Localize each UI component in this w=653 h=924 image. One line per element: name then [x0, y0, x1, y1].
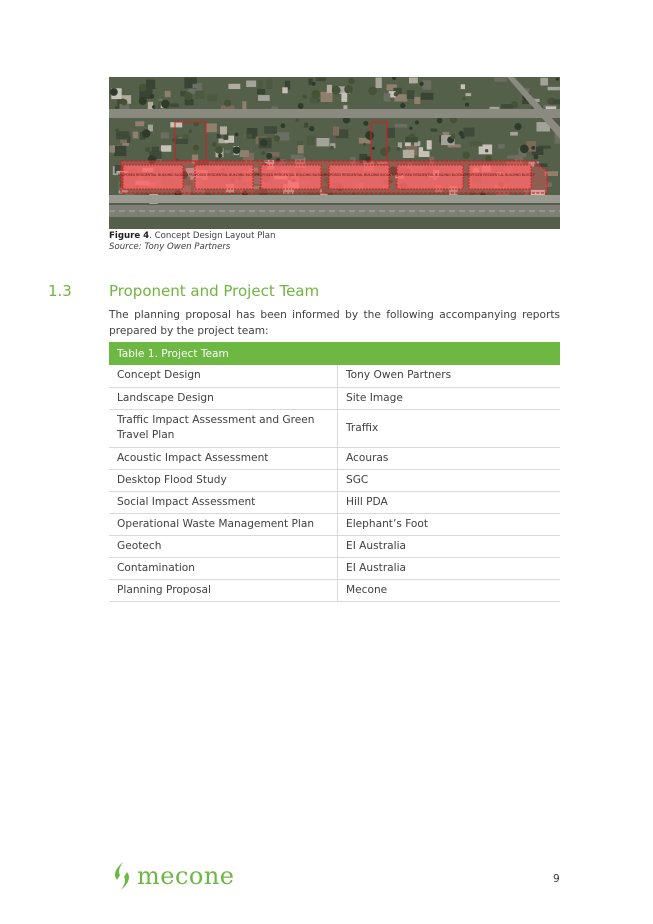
table-cell-report: Contamination — [109, 557, 338, 579]
table-cell-report: Landscape Design — [109, 387, 338, 409]
table-cell-report: Concept Design — [109, 365, 338, 387]
street-upper — [109, 109, 560, 118]
road-lower-1 — [109, 195, 560, 203]
table-row — [109, 409, 560, 447]
building-label: PROPOSED RESIDENTIAL BUILDING BLOCK C — [255, 173, 327, 177]
building-label: PROPOSED RESIDENTIAL BUILDING BLOCK D — [323, 173, 395, 177]
table-row — [109, 387, 560, 409]
table-cell-consultant: Acouras — [338, 447, 561, 469]
building-block — [323, 165, 395, 189]
leaf-icon — [111, 861, 133, 891]
building-label: PROPOSED RESIDENTIAL BUILDING BLOCK B — [188, 173, 260, 177]
page-number: 9 — [553, 873, 560, 885]
table-cell-consultant: Mecone — [338, 579, 561, 601]
table-row — [109, 469, 560, 491]
table-row — [109, 579, 560, 601]
table-cell-consultant: Tony Owen Partners — [338, 365, 561, 387]
section-number: 1.3 — [48, 282, 72, 300]
table-row — [109, 491, 560, 513]
table-cell-consultant: Traffix — [338, 409, 561, 447]
table-cell-report: Planning Proposal — [109, 579, 338, 601]
building-block — [118, 165, 190, 189]
building-block — [256, 165, 328, 189]
project-team-table — [109, 342, 560, 602]
table-cell-report: Geotech — [109, 535, 338, 557]
table-title: Table 1. Project Team — [109, 342, 560, 365]
table-cell-report: Traffic Impact Assessment and Green Travel Plan — [109, 409, 338, 447]
figure-label: Figure 4 — [109, 231, 150, 241]
table-cell-report: Social Impact Assessment — [109, 491, 338, 513]
building-block — [189, 165, 260, 189]
figure-caption-text: . Concept Design Layout Plan — [149, 231, 276, 241]
table-cell-consultant: SGC — [338, 469, 561, 491]
table-row — [109, 365, 560, 387]
table-cell-report: Desktop Flood Study — [109, 469, 338, 491]
table-cell-consultant: Site Image — [338, 387, 561, 409]
building-label: PROPOSED RESIDENTIAL BUILDING BLOCK E — [394, 173, 466, 177]
building-label: PROPOSED RESIDENTIAL BUILDING BLOCK A — [117, 173, 189, 177]
table-cell-consultant: Elephant’s Foot — [338, 513, 561, 535]
building-block — [465, 165, 536, 189]
logo-text: mecone — [137, 862, 235, 890]
table-row — [109, 557, 560, 579]
building-block — [395, 165, 466, 189]
figure-caption — [109, 231, 276, 253]
building-label: PROPOSED RESIDENTIAL BUILDING BLOCK F — [464, 173, 536, 177]
aerial-site-plan-image — [109, 77, 560, 229]
mecone-logo — [111, 860, 235, 892]
section-intro: The planning proposal has been informed by the following accompanying reports prepared by the project team: — [109, 309, 560, 337]
table-cell-report: Operational Waste Management Plan — [109, 513, 338, 535]
table-cell-consultant: Hill PDA — [338, 491, 561, 513]
table-cell-consultant: EI Australia — [338, 535, 561, 557]
table-cell-consultant: EI Australia — [338, 557, 561, 579]
table-cell-report: Acoustic Impact Assessment — [109, 447, 338, 469]
table-row — [109, 447, 560, 469]
figure-source: Source: Tony Owen Partners — [109, 242, 231, 252]
table-row — [109, 513, 560, 535]
section-title: Proponent and Project Team — [109, 282, 320, 300]
table-row — [109, 535, 560, 557]
